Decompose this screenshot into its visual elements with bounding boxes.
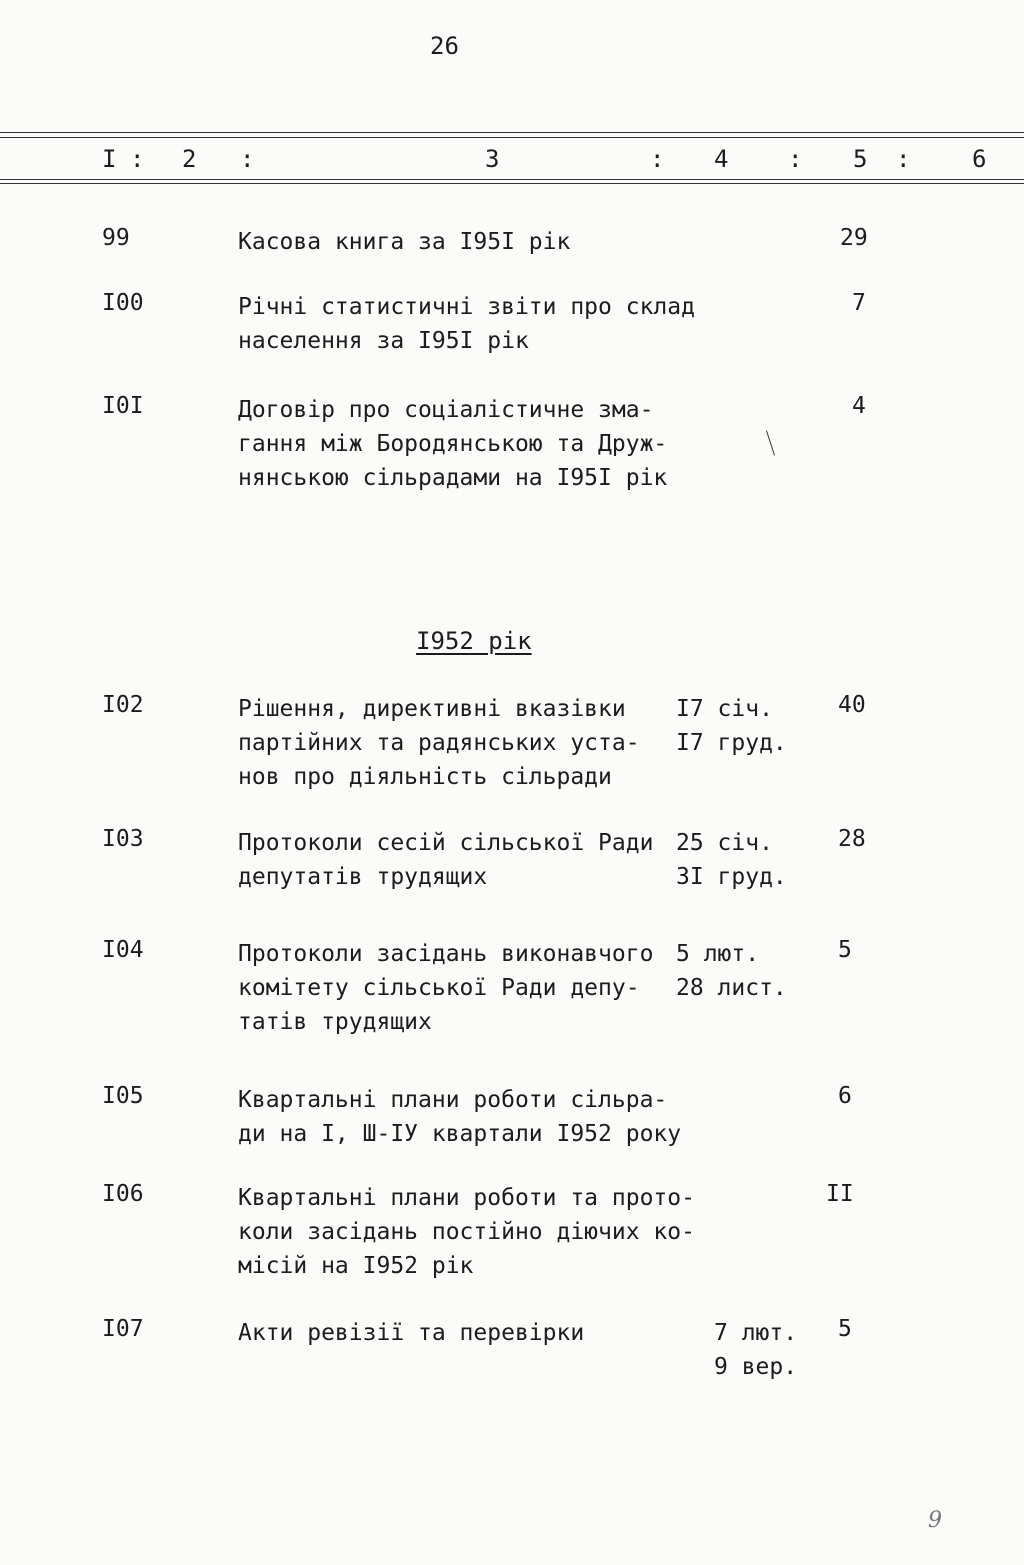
file-title: [238, 1181, 695, 1283]
date-start: I7 січ.: [676, 696, 773, 722]
column-header-2: 2: [182, 145, 197, 173]
file-title-line: нянською сільрадами на I95I рік: [238, 465, 668, 491]
date-start: 7 лют.: [714, 1320, 798, 1346]
file-title-line: комітету сільської Ради депу-: [238, 975, 640, 1001]
file-title: [238, 1083, 682, 1151]
file-title: [238, 290, 695, 358]
date-start: 5 лют.: [676, 941, 760, 967]
sheet-count: 7: [852, 290, 866, 316]
file-number: I02: [102, 692, 144, 718]
date-range: [714, 1316, 797, 1384]
date-end: 28 лист.: [676, 975, 787, 1001]
header-rule-top: [0, 132, 1024, 133]
date-end: 3I груд.: [676, 864, 787, 890]
file-title: [238, 225, 678, 259]
header-rule-bottom: [0, 179, 1024, 180]
column-separator: :: [650, 145, 665, 173]
file-title-line: Акти ревізії та перевірки: [238, 1320, 585, 1346]
file-number: I04: [102, 937, 144, 963]
date-end: 9 вер.: [714, 1354, 798, 1380]
page-number: 26: [430, 32, 459, 60]
sheet-count: 5: [838, 937, 852, 963]
column-header-4: 4: [714, 145, 729, 173]
file-number: 99: [102, 225, 130, 251]
pencil-tick-mark: [766, 430, 775, 455]
file-number: I05: [102, 1083, 144, 1109]
file-title: [238, 692, 678, 794]
file-title-line: депутатів трудящих: [238, 864, 488, 890]
file-title-line: нов про діяльність сільради: [238, 764, 612, 790]
date-range: [676, 692, 787, 760]
date-end: I7 груд.: [676, 730, 787, 756]
file-title-line: Квартальні плани роботи та прото-: [238, 1185, 695, 1211]
file-title-line: Річні статистичні звіти про склад: [238, 294, 695, 320]
file-title-line: місій на I952 рік: [238, 1253, 474, 1279]
sheet-count: 5: [838, 1316, 852, 1342]
header-rule-bottom-inner: [0, 183, 1024, 184]
sheet-count: 29: [840, 225, 868, 251]
file-title-line: населення за I95I рік: [238, 328, 529, 354]
column-separator: :: [896, 145, 911, 173]
file-title-line: татів трудящих: [238, 1009, 432, 1035]
column-separator: :: [130, 145, 145, 173]
file-title-line: Протоколи сесій сільської Ради: [238, 830, 654, 856]
column-header-3: 3: [485, 145, 500, 173]
file-number: I0I: [102, 393, 144, 419]
date-start: 25 січ.: [676, 830, 773, 856]
file-title: [238, 937, 678, 1039]
sheet-count: 4: [852, 393, 866, 419]
file-title-line: Касова книга за I95I рік: [238, 229, 571, 255]
handwritten-corner-mark: 9: [928, 1508, 942, 1533]
date-range: [676, 937, 787, 1005]
file-number: I07: [102, 1316, 144, 1342]
column-separator: :: [240, 145, 255, 173]
sheet-count: 40: [838, 692, 866, 718]
sheet-count: 6: [838, 1083, 852, 1109]
sheet-count: II: [826, 1181, 854, 1207]
sheet-count: 28: [838, 826, 866, 852]
file-number: I06: [102, 1181, 144, 1207]
file-title-line: Договір про соціалістичне зма-: [238, 397, 654, 423]
file-title-line: ди на I, Ш-IУ квартали I952 року: [238, 1121, 682, 1147]
file-title-line: гання між Бородянською та Друж-: [238, 431, 668, 457]
date-range: [676, 826, 787, 894]
file-title-line: коли засідань постійно діючих ко-: [238, 1219, 695, 1245]
file-number: I03: [102, 826, 144, 852]
column-header-6: 6: [972, 145, 987, 173]
column-separator: :: [788, 145, 803, 173]
column-header-5: 5: [853, 145, 868, 173]
file-title: [238, 393, 678, 495]
file-title: [238, 1316, 678, 1350]
header-rule-top-inner: [0, 137, 1024, 138]
file-number: I00: [102, 290, 144, 316]
file-title-line: партійних та радянських уста-: [238, 730, 640, 756]
file-title: [238, 826, 678, 894]
column-header-1: I: [102, 145, 117, 173]
file-title-line: Рішення, директивні вказівки: [238, 696, 626, 722]
file-title-line: Квартальні плани роботи сільра-: [238, 1087, 668, 1113]
section-heading-year: I952 рік: [416, 627, 532, 655]
file-title-line: Протоколи засідань виконавчого: [238, 941, 654, 967]
